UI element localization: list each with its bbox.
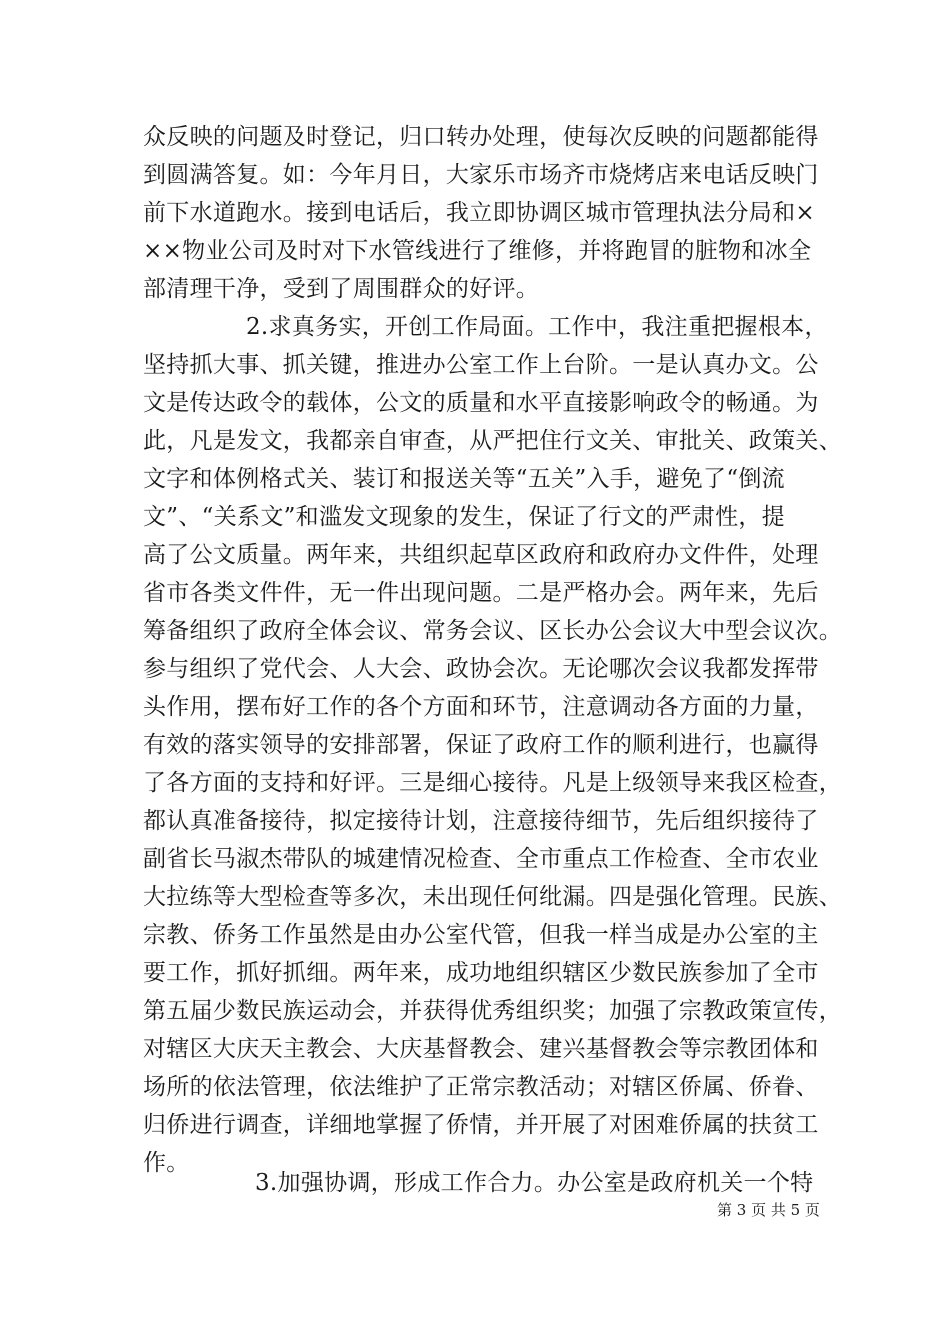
text-line: 文”、“关系文”和滥发文现象的发生，保证了行文的严肃性，提: [143, 504, 785, 530]
text-line: 部清理干净，受到了周围群众的好评。: [143, 276, 540, 302]
text-line: 高了公文质量。两年来，共组织起草区政府和政府办文件件，处理: [143, 542, 819, 568]
page-number-footer: 第 3 页 共 5 页: [717, 1201, 820, 1219]
text-line: 文字和体例格式关、装订和报送关等“五关”入手，避免了“倒流: [143, 466, 785, 492]
text-line: 众反映的问题及时登记，归口转办处理，使每次反映的问题都能得: [143, 124, 819, 150]
text-line: 要工作，抓好抓细。两年来，成功地组织辖区少数民族参加了全市: [143, 960, 819, 986]
text-line: 坚持抓大事、抓关键，推进办公室工作上台阶。一是认真办文。公: [143, 352, 819, 378]
text-line: 副省长马淑杰带队的城建情况检查、全市重点工作检查、全市农业: [143, 846, 819, 872]
text-line: 筹备组织了政府全体会议、常务会议、区长办公会议大中型会议次。: [143, 618, 842, 644]
text-line: 参与组织了党代会、人大会、政协会次。无论哪次会议我都发挥带: [143, 656, 819, 682]
text-line: 第五届少数民族运动会，并获得优秀组织奖；加强了宗教政策宣传，: [143, 998, 842, 1024]
paragraph-start-line: 2.求真务实，开创工作局面。工作中，我注重把握根本，: [246, 314, 828, 340]
text-line: 省市各类文件件，无一件出现问题。二是严格办会。两年来，先后: [143, 580, 819, 606]
text-line: 宗教、侨务工作虽然是由办公室代管，但我一样当成是办公室的主: [143, 922, 819, 948]
text-line: 有效的落实领导的安排部署，保证了政府工作的顺利进行，也赢得: [143, 732, 819, 758]
text-line: 前下水道跑水。接到电话后，我立即协调区城市管理执法分局和×: [143, 200, 815, 226]
text-line: 了各方面的支持和好评。三是细心接待。凡是上级领导来我区检查，: [143, 770, 842, 796]
text-line: 到圆满答复。如：今年月日，大家乐市场齐市烧烤店来电话反映门: [143, 162, 819, 188]
text-line: 大拉练等大型检查等多次，未出现任何纰漏。四是强化管理。民族、: [143, 884, 842, 910]
paragraph-start-line: 3.加强协调，形成工作合力。办公室是政府机关一个特: [255, 1170, 814, 1196]
text-line: 都认真准备接待，拟定接待计划，注意接待细节，先后组织接待了: [143, 808, 819, 834]
text-line: 文是传达政令的载体，公文的质量和水平直接影响政令的畅通。为: [143, 390, 819, 416]
text-line: 作。: [143, 1150, 190, 1176]
text-line: ××物业公司及时对下水管线进行了维修，并将跑冒的脏物和冰全: [143, 238, 812, 264]
text-line: 归侨进行调查，详细地掌握了侨情，并开展了对困难侨属的扶贫工: [143, 1112, 819, 1138]
text-line: 对辖区大庆天主教会、大庆基督教会、建兴基督教会等宗教团体和: [143, 1036, 819, 1062]
text-line: 此，凡是发文，我都亲自审查，从严把住行文关、审批关、政策关、: [143, 428, 842, 454]
text-line: 头作用，摆布好工作的各个方面和环节，注意调动各方面的力量，: [143, 694, 819, 720]
text-line: 场所的依法管理，依法维护了正常宗教活动；对辖区侨属、侨眷、: [143, 1074, 819, 1100]
